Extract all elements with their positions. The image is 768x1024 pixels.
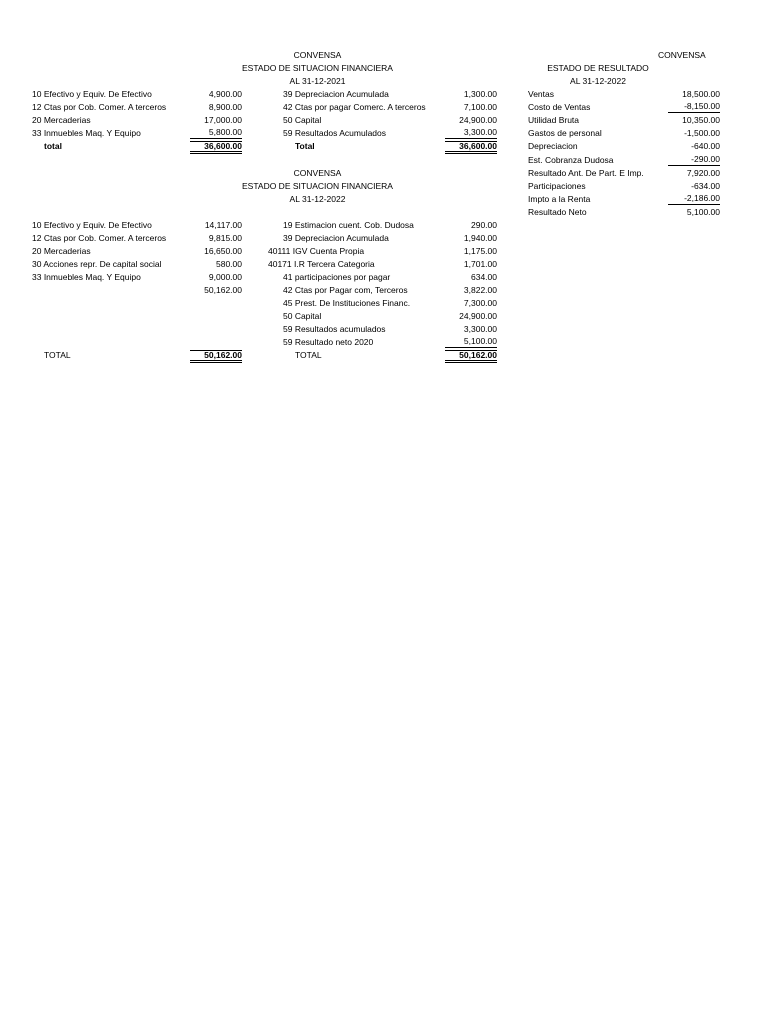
bs2022-asset-label: 10 Efectivo y Equiv. De Efectivo xyxy=(32,220,152,230)
bs2022-asset-value: 16,650.00 xyxy=(204,246,242,256)
bs2022-title: ESTADO DE SITUACION FINANCIERA xyxy=(242,181,393,191)
income-row-value: -8,150.00 xyxy=(668,101,720,113)
bs2022-liability-label: 40111 IGV Cuenta Propia xyxy=(268,246,365,256)
income-row-label: Utilidad Bruta xyxy=(528,115,580,125)
bs2021-liability-label: 59 Resultados Acumulados xyxy=(283,128,387,138)
bs2022-liability-value: 5,100.00 xyxy=(445,336,497,348)
bs2022-asset-label: 33 Inmuebles Maq. Y Equipo xyxy=(32,272,141,282)
bs2022-liabilities-total-label: TOTAL xyxy=(295,350,322,360)
income-row-value: -1,500.00 xyxy=(684,128,720,138)
bs2022-liability-label: 41 participaciones por pagar xyxy=(283,272,391,282)
income-row-label: Resultado Neto xyxy=(528,207,587,217)
income-row-value: -2,186.00 xyxy=(668,193,720,205)
bs2022-liability-value: 7,300.00 xyxy=(463,298,497,308)
income-row-label: Participaciones xyxy=(528,181,586,191)
bs2022-liability-label: 50 Capital xyxy=(283,311,322,321)
bs2021-title: ESTADO DE SITUACION FINANCIERA xyxy=(242,63,393,73)
income-company: CONVENSA xyxy=(658,50,706,60)
bs2022-assets-total-label: TOTAL xyxy=(44,350,71,360)
bs2022-asset-label: 20 Mercaderias xyxy=(32,246,91,256)
bs2022-liability-label: 59 Resultados acumulados xyxy=(283,324,386,334)
bs2022-liability-label: 40171 I.R Tercera Categoria xyxy=(268,259,375,269)
income-row-label: Depreciacion xyxy=(528,141,578,151)
bs2021-asset-value: 17,000.00 xyxy=(204,115,242,125)
income-row-label: Costo de Ventas xyxy=(528,102,591,112)
bs2021-assets-total: 36,600.00 xyxy=(190,141,242,154)
bs2021-liability-value: 7,100.00 xyxy=(463,102,497,112)
income-row-label: Gastos de personal xyxy=(528,128,602,138)
bs2021-liability-label: 42 Ctas por pagar Comerc. A terceros xyxy=(283,102,426,112)
income-row-value: 5,100.00 xyxy=(686,207,720,217)
bs2022-liability-value: 24,900.00 xyxy=(459,311,497,321)
bs2021-liability-label: 39 Depreciacion Acumulada xyxy=(283,89,389,99)
bs2022-asset-label: 30 Acciones repr. De capital social xyxy=(32,259,162,269)
bs2021-asset-value: 5,800.00 xyxy=(190,127,242,139)
bs2022-asset-value: 9,815.00 xyxy=(208,233,242,243)
income-title: ESTADO DE RESULTADO xyxy=(547,63,649,73)
bs2021-date: AL 31-12-2021 xyxy=(289,76,346,86)
bs2021-assets-total-label: total xyxy=(44,141,62,151)
bs2022-liability-value: 1,940.00 xyxy=(463,233,497,243)
bs2021-asset-label: 33 Inmuebles Maq. Y Equipo xyxy=(32,128,141,138)
bs2022-liability-label: 39 Depreciacion Acumulada xyxy=(283,233,389,243)
bs2022-liability-value: 1,701.00 xyxy=(463,259,497,269)
bs2021-asset-label: 12 Ctas por Cob. Comer. A terceros xyxy=(32,102,167,112)
bs2022-assets-subtotal: 50,162.00 xyxy=(204,285,242,295)
bs2021-asset-value: 4,900.00 xyxy=(208,89,242,99)
income-row-value: -634.00 xyxy=(691,181,720,191)
bs2022-liability-label: 19 Estimacion cuent. Cob. Dudosa xyxy=(283,220,414,230)
income-row-value: 10,350.00 xyxy=(682,115,720,125)
bs2021-asset-value: 8,900.00 xyxy=(208,102,242,112)
bs2022-date: AL 31-12-2022 xyxy=(289,194,346,204)
income-date: AL 31-12-2022 xyxy=(570,76,626,86)
income-row-value: -640.00 xyxy=(691,141,720,151)
income-row-label: Resultado Ant. De Part. E Imp. xyxy=(528,168,644,178)
bs2022-liability-value: 634.00 xyxy=(471,272,497,282)
income-row-value: 7,920.00 xyxy=(686,168,720,178)
bs2021-asset-label: 20 Mercaderias xyxy=(32,115,91,125)
bs2022-asset-value: 14,117.00 xyxy=(204,220,242,230)
bs2022-liability-value: 290.00 xyxy=(471,220,497,230)
bs2021-liability-value: 3,300.00 xyxy=(445,127,497,139)
bs2022-assets-total: 50,162.00 xyxy=(190,350,242,363)
bs2021-asset-label: 10 Efectivo y Equiv. De Efectivo xyxy=(32,89,152,99)
income-row-label: Est. Cobranza Dudosa xyxy=(528,155,614,165)
bs2022-liability-value: 1,175.00 xyxy=(463,246,497,256)
income-row-value: 18,500.00 xyxy=(682,89,720,99)
bs2022-liability-value: 3,822.00 xyxy=(463,285,497,295)
bs2022-asset-value: 9,000.00 xyxy=(208,272,242,282)
income-row-label: Ventas xyxy=(528,89,554,99)
bs2022-liability-label: 59 Resultado neto 2020 xyxy=(283,337,374,347)
bs2021-liability-value: 24,900.00 xyxy=(459,115,497,125)
bs2021-liabilities-total: 36,600.00 xyxy=(445,141,497,154)
bs2022-liabilities-total: 50,162.00 xyxy=(445,350,497,363)
bs2022-liability-value: 3,300.00 xyxy=(463,324,497,334)
bs2022-liability-label: 45 Prest. De Instituciones Financ. xyxy=(283,298,411,308)
bs2022-liability-label: 42 Ctas por Pagar com, Terceros xyxy=(283,285,408,295)
bs2022-company: CONVENSA xyxy=(293,168,342,178)
bs2022-asset-value: 580.00 xyxy=(216,259,242,269)
bs2021-liability-label: 50 Capital xyxy=(283,115,322,125)
income-row-label: Impto a la Renta xyxy=(528,194,591,204)
bs2021-company: CONVENSA xyxy=(293,50,342,60)
income-row-value: -290.00 xyxy=(668,154,720,166)
bs2022-asset-label: 12 Ctas por Cob. Comer. A terceros xyxy=(32,233,167,243)
bs2021-liability-value: 1,300.00 xyxy=(463,89,497,99)
bs2021-liabilities-total-label: Total xyxy=(295,141,315,151)
